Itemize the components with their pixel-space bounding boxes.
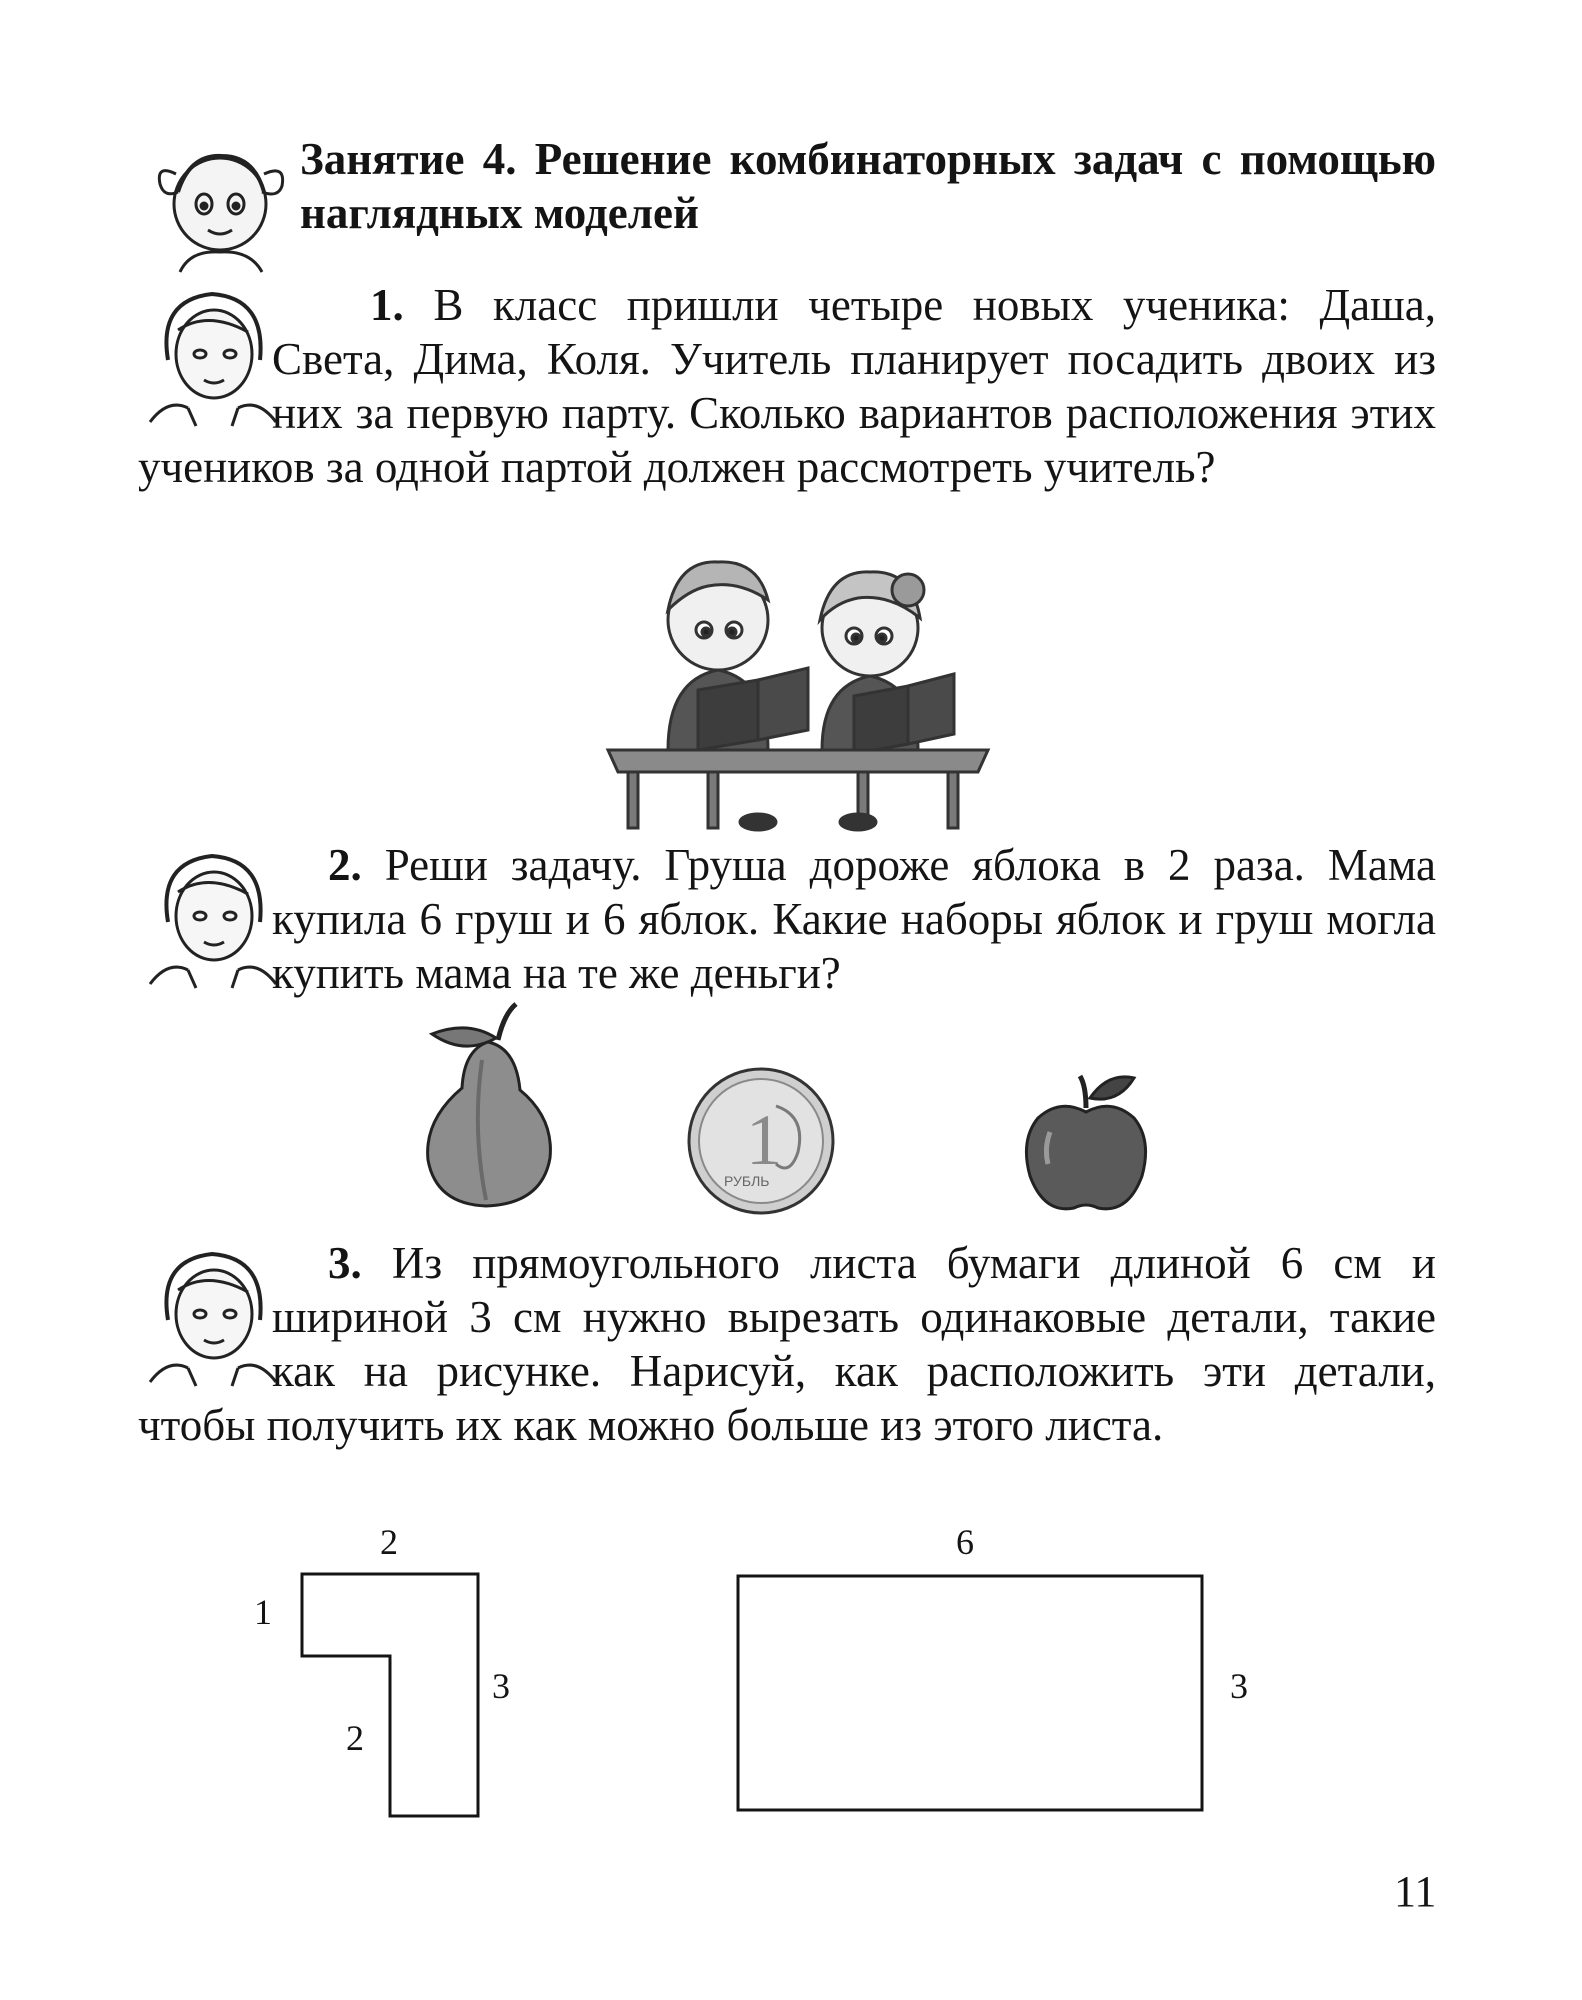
coin-caption: РУБЛЬ xyxy=(724,1173,770,1189)
problem-1-number: 1. xyxy=(370,280,404,330)
sheet-right-label: 3 xyxy=(1230,1666,1248,1706)
girl-pigtails-icon xyxy=(150,134,300,274)
l-shaped-piece-figure xyxy=(300,1572,482,1822)
paper-sheet-rectangle xyxy=(736,1574,1206,1814)
sheet-top-label: 6 xyxy=(956,1522,974,1562)
piece-left-label: 1 xyxy=(254,1592,272,1632)
coin-value: 1 xyxy=(746,1100,782,1180)
piece-inner-label: 2 xyxy=(346,1718,364,1758)
problem-2 xyxy=(138,838,1436,1000)
ruble-coin-illustration xyxy=(686,1066,836,1216)
problem-3 xyxy=(138,1236,1436,1452)
page-number: 11 xyxy=(1394,1867,1437,1916)
problem-1 xyxy=(138,278,1436,494)
problem-1-text: В класс пришли четыре новых ученика: Даша, Света, Дима, Коля. Учитель планирует посадить двоих из них за первую парту. Сколько вариантов расположения этих учеников за одной партой должен рассмотреть учитель? xyxy=(138,280,1436,492)
piece-top-label: 2 xyxy=(380,1522,398,1562)
apple-illustration xyxy=(1016,1068,1156,1218)
problem-3-text: Из прямоугольного листа бумаги длиной 6 см и шириной 3 см нужно вырезать одинаковые детали, такие как на рисунке. Нарисуй, как расположить эти детали, чтобы получить их как можно больше из этого листа. xyxy=(138,1238,1436,1450)
problem-3-number: 3. xyxy=(328,1238,362,1288)
problem-2-number: 2. xyxy=(328,840,362,890)
pear-illustration xyxy=(412,1000,562,1210)
piece-right-label: 3 xyxy=(492,1666,510,1706)
problem-2-text: Реши задачу. Груша дороже яблока в 2 раза. Мама купила 6 груш и 6 яблок. Какие наборы яблок и груш могла купить мама на те же деньги? xyxy=(272,840,1436,998)
lesson-heading: Занятие 4. Решение комбинаторных задач с помощью наглядных моделей xyxy=(300,134,1436,238)
children-at-desk-illustration xyxy=(608,540,988,830)
